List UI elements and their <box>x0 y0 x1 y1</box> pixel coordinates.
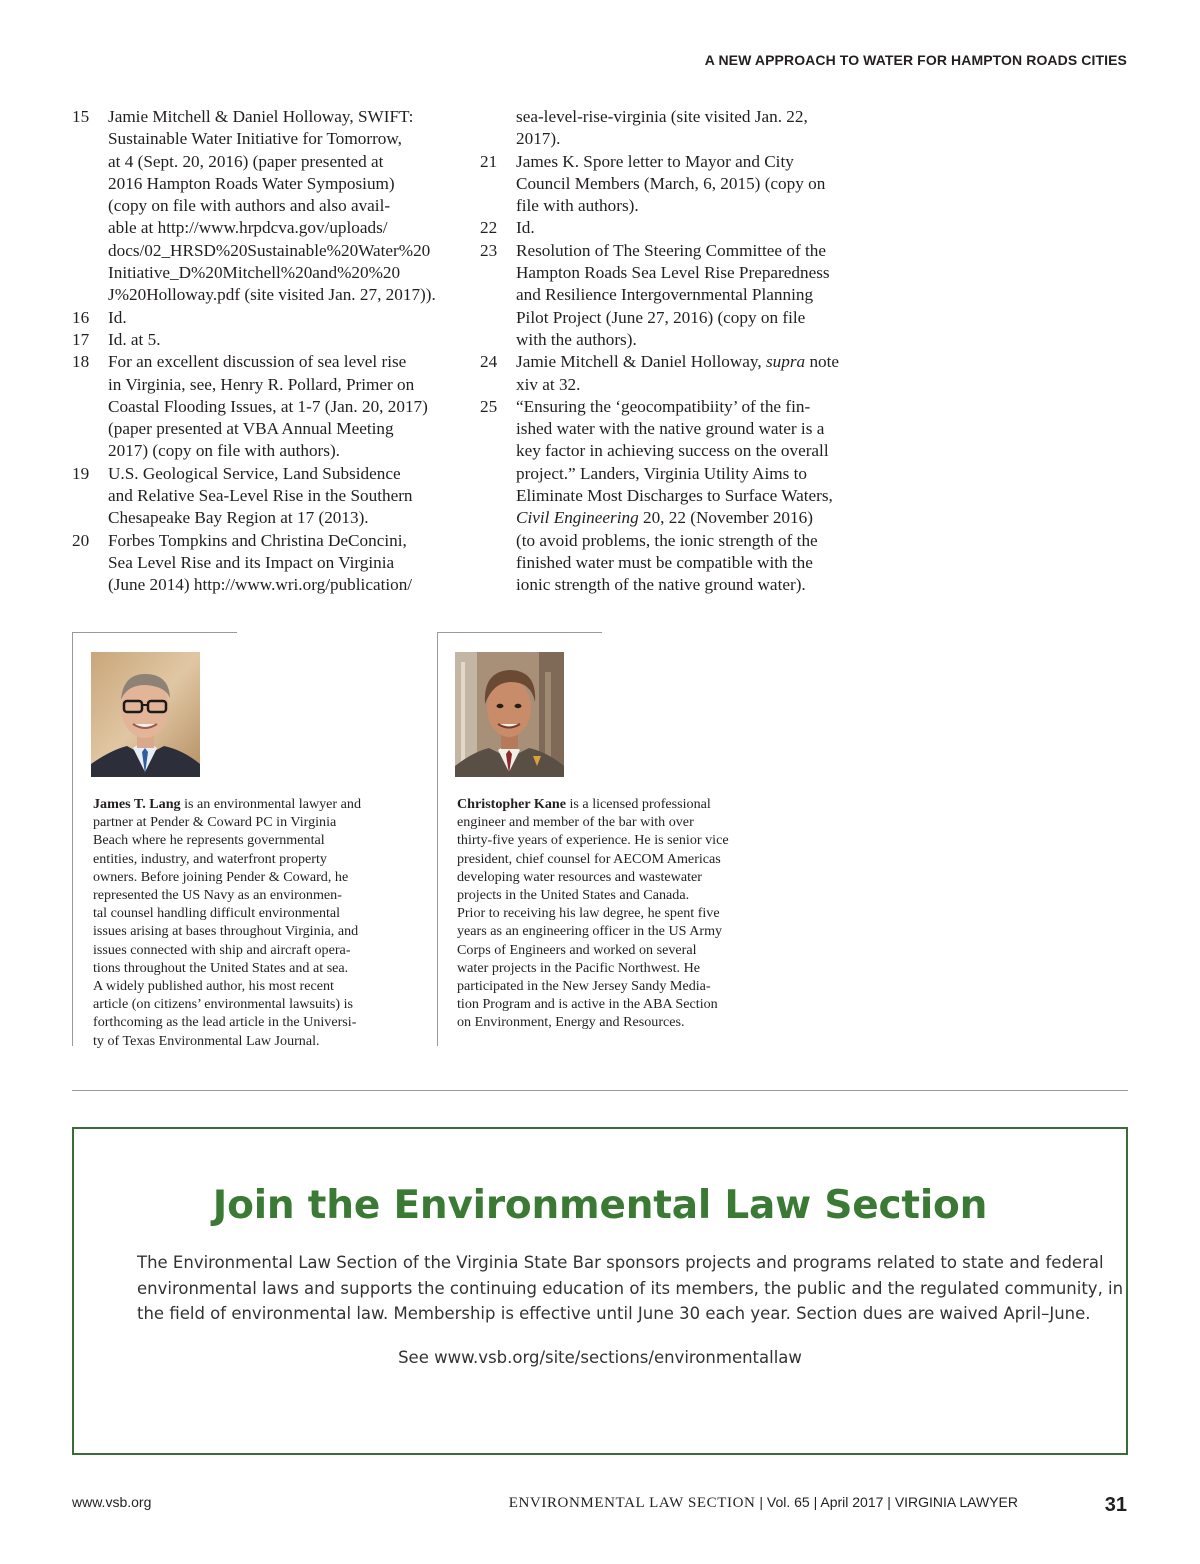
endnote-line: 2017). <box>516 129 561 149</box>
endnote-line: Eliminate Most Discharges to Surface Waters, <box>516 486 833 506</box>
bio-line: issues connected with ship and aircraft opera- <box>93 941 351 958</box>
footer-publication <box>509 1494 1018 1512</box>
endnote-line: J%20Holloway.pdf (site visited Jan. 27, 2017)). <box>108 285 436 305</box>
bio-line: entities, industry, and waterfront property <box>93 850 327 867</box>
endnote-20-continuation <box>480 106 870 151</box>
endnote-number: 25 <box>480 396 498 416</box>
bio-line: Beach where he represents governmental <box>93 832 325 849</box>
bio-line: Prior to receiving his law degree, he spent five <box>457 905 720 922</box>
bio-line: projects in the United States and Canada. <box>457 887 690 904</box>
endnote-number: 18 <box>72 352 90 372</box>
endnote-line: in Virginia, see, Henry R. Pollard, Primer on <box>108 374 415 394</box>
endnote-line: sea-level-rise-virginia (site visited Jan. 22, <box>516 107 808 126</box>
footer-url[interactable]: www.vsb.org <box>72 1494 152 1510</box>
endnote-25 <box>480 396 870 597</box>
endnote-number: 16 <box>72 307 90 327</box>
bio-text: is a licensed professional <box>565 796 711 812</box>
endnote-line: Id. <box>108 307 127 327</box>
endnotes-left-column <box>72 106 462 597</box>
join-body-line: environmental laws and supports the continuing education of its members, the public and the regulated community, in <box>137 1278 1124 1298</box>
endnote-15 <box>72 106 462 307</box>
bio-line: article (on citizens’ environmental lawsuits) is <box>93 996 353 1013</box>
author-photo-kane <box>455 652 564 777</box>
endnote-text: 20, 22 (November 2016) <box>638 508 813 528</box>
bio-line: Corps of Engineers and worked on several <box>457 941 697 958</box>
endnote-16 <box>72 307 462 329</box>
endnote-21 <box>480 151 870 218</box>
endnote-line: able at http://www.hrpdcva.gov/uploads/ <box>108 218 388 238</box>
bio-line: water projects in the Pacific Northwest. He <box>457 959 701 976</box>
join-body <box>137 1250 1124 1327</box>
endnote-number: 17 <box>72 329 90 349</box>
endnote-number: 21 <box>480 151 498 171</box>
endnote-line: docs/02_HRSD%20Sustainable%20Water%20 <box>108 240 431 260</box>
bio-name: James T. Lang <box>93 796 181 812</box>
endnote-line: with the authors). <box>516 329 637 349</box>
join-title: Join the Environmental Law Section <box>212 1183 988 1228</box>
running-head: A NEW APPROACH TO WATER FOR HAMPTON ROADS CITIES <box>704 52 1127 68</box>
endnote-line: Coastal Flooding Issues, at 1-7 (Jan. 20, 2017) <box>108 396 428 416</box>
endnote-line: project.” Landers, Virginia Utility Aims to <box>516 463 807 483</box>
endnote-text: note <box>805 352 840 372</box>
endnote-line: For an excellent discussion of sea level rise <box>108 352 407 372</box>
endnote-line: Hampton Roads Sea Level Rise Preparedness <box>516 263 830 283</box>
endnote-line: ionic strength of the native ground water). <box>516 575 806 595</box>
endnote-line: and Relative Sea-Level Rise in the Southern <box>108 486 413 506</box>
bio-line: ty of Texas Environmental Law Journal. <box>93 1032 320 1049</box>
endnote-23 <box>480 240 870 351</box>
endnote-line: key factor in achieving success on the overall <box>516 441 829 461</box>
page-number: 31 <box>1104 1494 1127 1516</box>
endnote-line: (to avoid problems, the ionic strength of the <box>516 530 818 550</box>
frame-rule <box>72 632 237 633</box>
frame-rule <box>72 632 73 1046</box>
join-link[interactable]: See www.vsb.org/site/sections/environmentallaw <box>398 1348 802 1367</box>
section-divider <box>72 1090 1128 1091</box>
bio-line: issues arising at bases throughout Virginia, and <box>93 923 359 940</box>
endnotes-right-column <box>480 106 870 597</box>
endnote-italic: Civil Engineering <box>516 508 639 528</box>
bio-line: A widely published author, his most recent <box>93 978 334 995</box>
bio-kane <box>457 795 729 1032</box>
bio-line: engineer and member of the bar with over <box>457 814 694 831</box>
endnote-line: 2017) (copy on file with authors). <box>108 441 340 461</box>
bio-line: tions throughout the United States and at sea. <box>93 959 349 976</box>
join-body-line: The Environmental Law Section of the Virginia State Bar sponsors projects and programs related to state and federal <box>137 1253 1104 1272</box>
bio-name: Christopher Kane <box>457 796 566 812</box>
endnote-line: Initiative_D%20Mitchell%20and%20%20 <box>108 263 401 283</box>
bio-line: president, chief counsel for AECOM Americas <box>457 850 721 867</box>
endnote-line: ished water with the native ground water is a <box>516 419 825 439</box>
endnote-italic: supra <box>765 352 806 372</box>
endnote-line: at 4 (Sept. 20, 2016) (paper presented at <box>108 151 384 171</box>
endnote-line: Id. <box>516 218 535 238</box>
join-body-line: the field of environmental law. Membership is effective until June 30 each year. Section dues are waived April–June. <box>137 1304 1091 1323</box>
endnote-line: Forbes Tompkins and Christina DeConcini, <box>108 530 407 550</box>
endnote-line: file with authors). <box>516 196 639 216</box>
endnote-line: Council Members (March, 6, 2015) (copy on <box>516 173 826 193</box>
endnote-24 <box>480 351 870 396</box>
bio-line <box>457 795 729 813</box>
endnote-number: 19 <box>72 463 90 483</box>
endnote-line: “Ensuring the ‘geocompatibiity’ of the fin- <box>516 396 811 416</box>
endnote-line: (copy on file with authors and also avail- <box>108 196 391 216</box>
bio-lang <box>93 795 361 1050</box>
endnote-text: Jamie Mitchell & Daniel Holloway, <box>516 352 766 372</box>
endnote-line: xiv at 32. <box>516 374 581 394</box>
bio-line: tal counsel handling difficult environmental <box>93 905 341 922</box>
bio-line: represented the US Navy as an environmen- <box>93 887 342 904</box>
endnote-line: finished water must be compatible with the <box>516 552 813 572</box>
endnote-line: Resolution of The Steering Committee of the <box>516 240 826 260</box>
bio-line: participated in the New Jersey Sandy Media- <box>457 978 711 995</box>
endnote-line: (June 2014) http://www.wri.org/publication/ <box>108 575 413 595</box>
endnote-22 <box>480 217 870 239</box>
endnote-line: Chesapeake Bay Region at 17 (2013). <box>108 508 369 528</box>
endnote-17 <box>72 329 462 351</box>
author-photo-lang <box>91 652 200 777</box>
bio-text: is an environmental lawyer and <box>180 796 361 812</box>
endnote-number: 24 <box>480 352 498 372</box>
endnote-line: (paper presented at VBA Annual Meeting <box>108 419 394 439</box>
endnote-20 <box>72 530 462 597</box>
endnote-19 <box>72 463 462 530</box>
frame-rule <box>437 632 438 1046</box>
bio-line <box>93 795 361 813</box>
frame-rule <box>437 632 602 633</box>
endnote-number: 23 <box>480 240 498 260</box>
endnote-line: Jamie Mitchell & Daniel Holloway, SWIFT: <box>108 107 414 126</box>
bio-line: tion Program and is active in the ABA Section <box>457 996 718 1013</box>
bio-line: forthcoming as the lead article in the Universi- <box>93 1014 357 1031</box>
endnote-line: Pilot Project (June 27, 2016) (copy on file <box>516 307 806 327</box>
endnote-line: Id. at 5. <box>108 329 161 349</box>
endnote-line: U.S. Geological Service, Land Subsidence <box>108 463 401 483</box>
bio-line: developing water resources and wastewater <box>457 868 702 885</box>
endnote-line <box>516 507 870 529</box>
endnote-line: Sustainable Water Initiative for Tomorrow, <box>108 129 402 149</box>
endnote-number: 22 <box>480 218 498 238</box>
endnote-number: 15 <box>72 107 90 126</box>
endnote-number: 20 <box>72 530 90 550</box>
endnote-line: and Resilience Intergovernmental Planning <box>516 285 814 305</box>
bio-line: years as an engineering officer in the US Army <box>457 923 723 940</box>
bio-line: thirty-five years of experience. He is senior vice <box>457 832 729 849</box>
footer-issue: | Vol. 65 | April 2017 | VIRGINIA LAWYER <box>755 1494 1018 1510</box>
endnote-line <box>516 351 870 373</box>
endnote-line: 2016 Hampton Roads Water Symposium) <box>108 173 395 193</box>
bio-line: on Environment, Energy and Resources. <box>457 1014 685 1031</box>
endnote-line: Sea Level Rise and its Impact on Virginia <box>108 552 395 572</box>
endnote-18 <box>72 351 462 462</box>
footer-section-name: ENVIRONMENTAL LAW SECTION <box>508 1495 756 1511</box>
endnote-line: James K. Spore letter to Mayor and City <box>516 151 794 171</box>
bio-line: owners. Before joining Pender & Coward, he <box>93 868 349 885</box>
bio-line: partner at Pender & Coward PC in Virginia <box>93 814 337 831</box>
